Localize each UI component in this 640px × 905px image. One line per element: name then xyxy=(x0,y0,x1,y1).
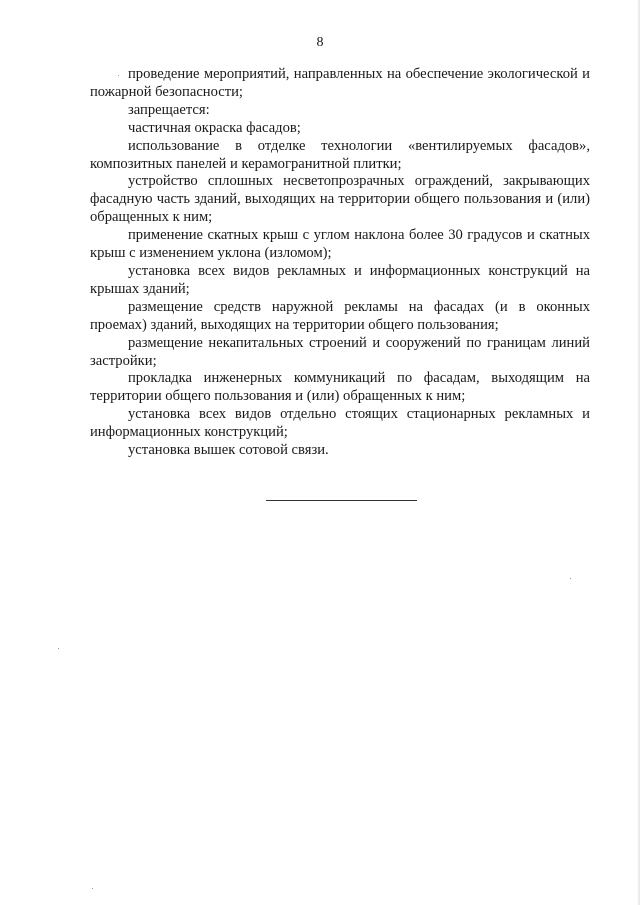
paragraph-ventilated-facades: использование в отделке технологии «вентилируемых фасадов», композитных панелей и керамогранитной плитки; xyxy=(90,137,590,172)
paragraph-cell-towers: установка вышек сотовой связи. xyxy=(128,442,329,459)
scan-speck xyxy=(58,648,59,649)
document-body xyxy=(90,66,590,460)
closing-rule xyxy=(266,500,417,501)
paragraph-utility-lines: прокладка инженерных коммуникаций по фасадам, выходящим на территории общего пользования и (или) обращенных к ним; xyxy=(90,370,590,405)
page-number: 8 xyxy=(316,35,324,50)
paragraph-temporary-structures: размещение некапитальных строений и сооружений по границам линий застройки; xyxy=(90,334,590,369)
scan-speck xyxy=(92,888,93,889)
scan-speck xyxy=(570,578,571,579)
paragraph-partial-facade-painting: частичная окраска фасадов; xyxy=(128,119,301,136)
paragraph-freestanding-advertising: установка всех видов отдельно стоящих стационарных рекламных и информационных конструкций; xyxy=(90,406,590,441)
paragraph-facade-advertising: размещение средств наружной рекламы на фасадах (и в оконных проемах) зданий, выходящих на территории общего пользования; xyxy=(90,298,590,333)
paragraph-prohibited-heading: запрещается: xyxy=(128,101,210,118)
paragraph-solid-fences: устройство сплошных несветопрозрачных ограждений, закрывающих фасадную часть зданий, выходящих на территории общего пользования и (или) обращенных к ним; xyxy=(90,173,590,226)
scan-speck xyxy=(118,75,119,76)
paragraph-pitched-roofs: применение скатных крыш с углом наклона более 30 градусов и скатных крыш с изменением уклона (изломом); xyxy=(90,227,590,262)
paragraph-fire-ecology-safety: проведение мероприятий, направленных на обеспечение экологической и пожарной безопасности; xyxy=(90,66,590,100)
paragraph-roof-advertising: установка всех видов рекламных и информационных конструкций на крышах зданий; xyxy=(90,262,590,297)
